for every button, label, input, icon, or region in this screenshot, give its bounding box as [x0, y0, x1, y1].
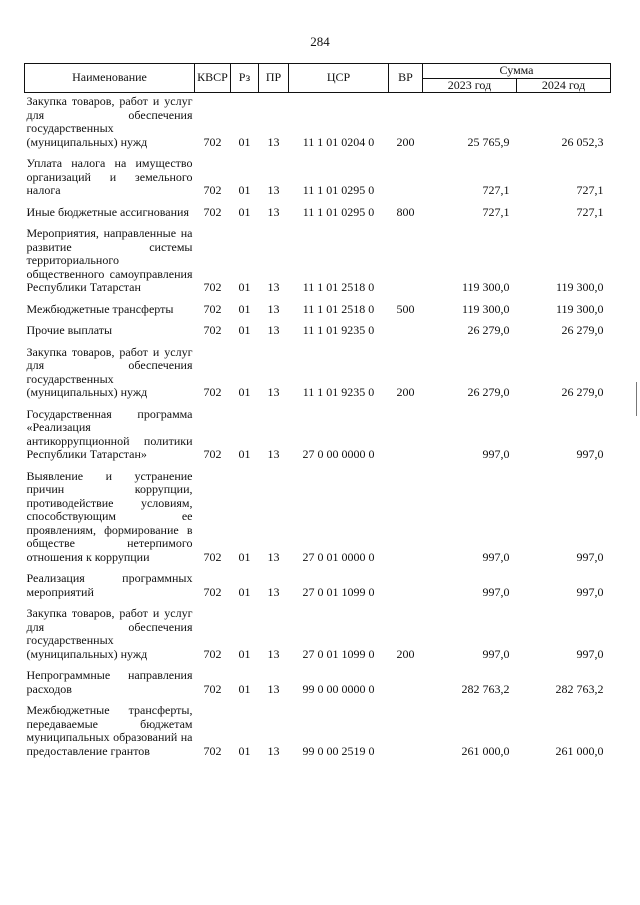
row-sum-2023: 25 765,9	[467, 134, 510, 149]
table-row	[25, 295, 611, 317]
row-kvsr: 702	[203, 301, 222, 316]
row-csr: 99 0 00 0000 0	[302, 681, 375, 696]
row-name: Иные бюджетные ассигнования	[26, 204, 189, 219]
row-csr: 11 1 01 0295 0	[302, 183, 375, 197]
row-sum-2024: 26 279,0	[561, 323, 604, 337]
row-rz: 01	[238, 280, 251, 294]
table-row	[25, 400, 611, 462]
row-name: Закупка товаров, работ и услуг для обеспечения государственных (муниципальных) нужд	[26, 94, 193, 149]
row-sum-2024: 727,1	[576, 204, 604, 219]
row-vr	[389, 316, 423, 338]
row-sum-2023: 119 300,0	[461, 301, 510, 316]
row-vr	[389, 400, 423, 462]
row-name: Закупка товаров, работ и услуг для обеспечения государственных (муниципальных) нужд	[26, 344, 193, 399]
header-kvsr: КВСР	[195, 64, 231, 93]
row-rz: 01	[238, 385, 251, 399]
row-rz: 01	[238, 204, 251, 219]
row-name: Государственная программа «Реализация антикоррупционной политики Республики Татарстан»	[26, 406, 193, 461]
row-pr: 13	[267, 280, 280, 294]
row-rz: 01	[238, 301, 251, 316]
header-pr: ПР	[259, 64, 289, 93]
table-header	[25, 64, 611, 93]
row-vr: 200	[396, 646, 415, 661]
table-row	[25, 219, 611, 295]
row-vr: 500	[396, 301, 415, 316]
row-rz: 01	[238, 743, 251, 758]
row-name: Непрограммные направления расходов	[26, 668, 193, 696]
header-csr: ЦСР	[289, 64, 389, 93]
row-rz: 01	[238, 681, 251, 696]
row-rz: 01	[238, 584, 251, 599]
header-year-2023: 2023 год	[423, 78, 517, 93]
row-kvsr: 702	[203, 447, 222, 461]
row-name: Прочие выплаты	[26, 323, 113, 337]
row-csr: 11 1 01 9235 0	[302, 385, 375, 399]
table-row	[25, 338, 611, 400]
row-vr	[389, 661, 423, 696]
row-kvsr: 702	[203, 646, 222, 661]
row-csr: 27 0 01 1099 0	[302, 584, 375, 599]
row-name: Межбюджетные трансферты	[26, 301, 174, 316]
row-sum-2024: 727,1	[576, 183, 604, 197]
row-sum-2023: 727,1	[482, 204, 510, 219]
row-sum-2023: 282 763,2	[461, 681, 510, 696]
row-vr	[389, 564, 423, 599]
row-sum-2024: 261 000,0	[555, 743, 604, 758]
row-sum-2024: 119 300,0	[555, 280, 604, 294]
table-row	[25, 696, 611, 758]
header-name: Наименование	[25, 64, 195, 93]
row-sum-2024: 119 300,0	[555, 301, 604, 316]
row-pr: 13	[267, 323, 280, 337]
row-name: Закупка товаров, работ и услуг для обеспечения государственных (муниципальных) нужд	[26, 606, 193, 661]
row-vr: 800	[396, 204, 415, 219]
row-sum-2024: 997,0	[576, 549, 604, 564]
row-pr: 13	[267, 743, 280, 758]
table-row	[25, 93, 611, 150]
header-sum: Сумма	[423, 64, 611, 79]
row-name: Выявление и устранение причин коррупции, противодействие условиям, способствующим ее проявлениям, формирование в обществе нетерпимого отношения к коррупции	[26, 468, 193, 564]
row-pr: 13	[267, 183, 280, 197]
table-row	[25, 198, 611, 220]
budget-table	[24, 63, 611, 758]
row-kvsr: 702	[203, 204, 222, 219]
row-kvsr: 702	[203, 549, 222, 564]
row-pr: 13	[267, 385, 280, 399]
row-sum-2024: 282 763,2	[555, 681, 604, 696]
table-row	[25, 564, 611, 599]
row-kvsr: 702	[203, 183, 222, 197]
row-kvsr: 702	[203, 681, 222, 696]
table-row	[25, 316, 611, 338]
row-sum-2023: 997,0	[482, 584, 510, 599]
row-csr: 11 1 01 2518 0	[302, 280, 375, 294]
table-row	[25, 661, 611, 696]
table-row	[25, 149, 611, 198]
row-sum-2023: 727,1	[482, 183, 510, 197]
page-number: 284	[310, 34, 330, 49]
row-rz: 01	[238, 646, 251, 661]
row-sum-2023: 261 000,0	[461, 743, 510, 758]
row-vr: 200	[396, 385, 415, 399]
row-name: Мероприятия, направленные на развитие системы территориального общественного самоуправления Республики Татарстан	[26, 226, 193, 294]
row-name: Реализация программных мероприятий	[26, 571, 193, 599]
row-sum-2024: 26 052,3	[561, 134, 604, 149]
row-csr: 11 1 01 2518 0	[302, 301, 375, 316]
row-rz: 01	[238, 447, 251, 461]
row-sum-2023: 997,0	[482, 549, 510, 564]
row-kvsr: 702	[203, 385, 222, 399]
row-sum-2023: 26 279,0	[467, 323, 510, 337]
row-pr: 13	[267, 549, 280, 564]
row-csr: 99 0 00 2519 0	[302, 743, 375, 758]
row-kvsr: 702	[203, 323, 222, 337]
row-csr: 11 1 01 9235 0	[302, 323, 375, 337]
row-vr	[389, 462, 423, 565]
row-sum-2023: 119 300,0	[461, 280, 510, 294]
row-pr: 13	[267, 447, 280, 461]
row-sum-2024: 997,0	[576, 447, 604, 461]
row-pr: 13	[267, 584, 280, 599]
row-pr: 13	[267, 681, 280, 696]
row-kvsr: 702	[203, 584, 222, 599]
row-vr	[389, 219, 423, 295]
scan-edge-mark	[636, 382, 637, 416]
row-name: Межбюджетные трансферты, передаваемые бюджетам муниципальных образований на предоставление грантов	[26, 703, 193, 758]
row-rz: 01	[238, 549, 251, 564]
table-body	[25, 93, 611, 759]
row-sum-2023: 26 279,0	[467, 385, 510, 399]
row-vr	[389, 149, 423, 198]
row-pr: 13	[267, 646, 280, 661]
row-sum-2024: 997,0	[576, 646, 604, 661]
row-kvsr: 702	[203, 134, 222, 149]
row-csr: 11 1 01 0204 0	[302, 134, 375, 149]
row-rz: 01	[238, 183, 251, 197]
row-kvsr: 702	[203, 280, 222, 294]
row-pr: 13	[267, 204, 280, 219]
row-name: Уплата налога на имущество организаций и земельного налога	[26, 156, 193, 197]
row-csr: 27 0 00 0000 0	[302, 447, 375, 461]
row-kvsr: 702	[203, 743, 222, 758]
row-sum-2023: 997,0	[482, 447, 510, 461]
row-rz: 01	[238, 323, 251, 337]
row-pr: 13	[267, 301, 280, 316]
row-csr: 27 0 01 1099 0	[302, 646, 375, 661]
row-rz: 01	[238, 134, 251, 149]
row-sum-2024: 26 279,0	[561, 385, 604, 399]
table-row	[25, 462, 611, 565]
row-vr	[389, 696, 423, 758]
row-pr: 13	[267, 134, 280, 149]
row-csr: 27 0 01 0000 0	[302, 549, 375, 564]
header-rz: Рз	[231, 64, 259, 93]
row-sum-2024: 997,0	[576, 584, 604, 599]
row-sum-2023: 997,0	[482, 646, 510, 661]
header-vr: ВР	[389, 64, 423, 93]
row-csr: 11 1 01 0295 0	[302, 204, 375, 219]
header-year-2024: 2024 год	[517, 78, 611, 93]
table-row	[25, 599, 611, 661]
row-vr: 200	[396, 134, 415, 149]
